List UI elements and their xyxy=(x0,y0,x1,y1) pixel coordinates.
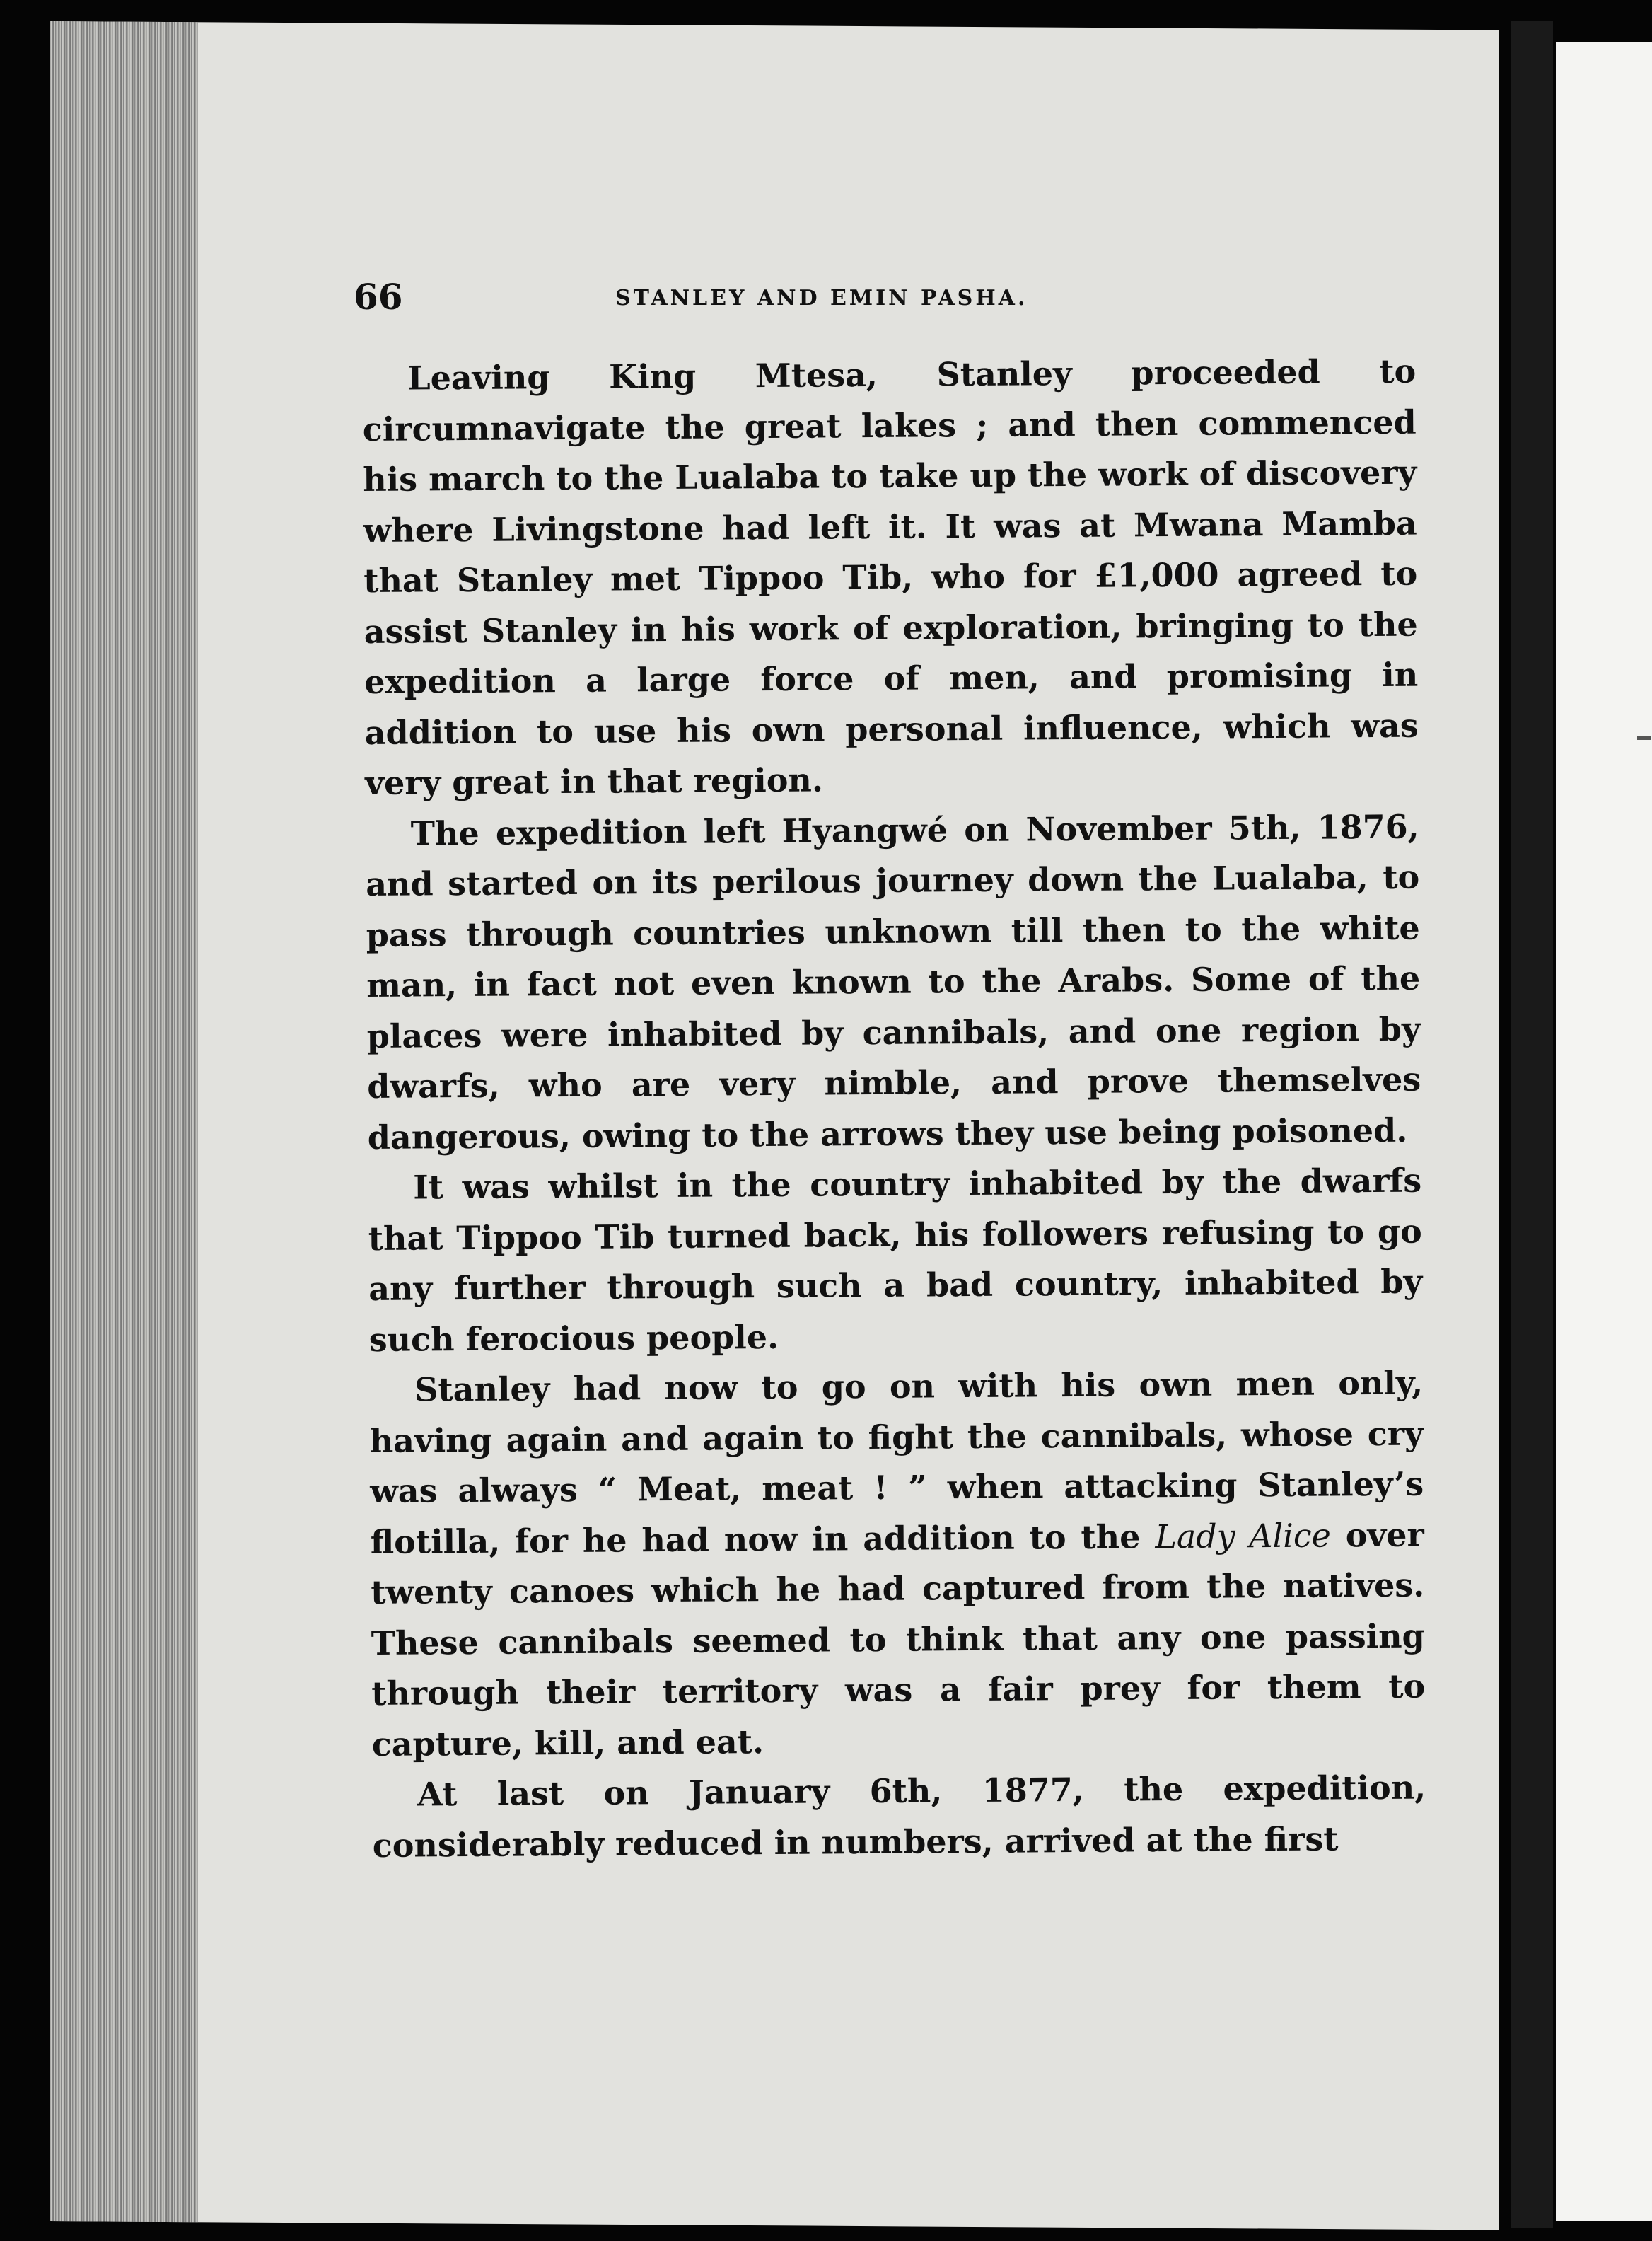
ship-name-italic: Lady Alice xyxy=(1155,1515,1332,1556)
facing-page-mark xyxy=(1637,736,1651,740)
paragraph-5: At last on January 6th, 1877, the expedition, considerably reduced in numbers, arrived at the first xyxy=(372,1768,1426,1865)
paragraph-2: The expedition left Hyangwé on November 5th, 1876, and started on its perilous journey down the Lualaba, to pass through countries unknown till then to the white man, in fact not even known to the Arabs. Some of the places were inhabited by cannibals, and one region by dwarfs, who are very nimble, and prove themselves dangerous, owing to the arrows they use being poisoned. xyxy=(366,807,1421,1157)
paragraph-4-text-a: Stanley had now to go on with his own men only, having again and again to fight the cannibals, whose cry was always “ Meat, meat ! ” when attacking Stanley’s flotilla, for he had now in addition to the xyxy=(369,1363,1424,1561)
page-stack-edge xyxy=(50,21,198,2222)
page-number: 66 xyxy=(354,276,403,318)
running-title: STANLEY AND EMIN PASHA. xyxy=(615,286,1028,311)
body-text xyxy=(362,347,1426,1871)
paragraph-1: Leaving King Mtesa, Stanley proceeded to circumnavigate the great lakes ; and then commenced his march to the Lualaba to take up the work of discovery where Livingstone had left it. It was at Mwana Mamba that Stanley met Tippoo Tib, who for £1,000 agreed to assist Stanley in his work of exploration, bringing to the expedition a large force of men, and promising in addition to use his own personal influence, which was very great in that region. xyxy=(362,352,1419,802)
paragraph-4-text-b: over twenty canoes which he had captured from the natives. These cannibals seemed to think that any one passing through their territory was a fair prey for them to capture, kill, and eat. xyxy=(371,1515,1426,1764)
facing-page-edge xyxy=(1556,42,1652,2221)
paragraph-3: It was whilst in the country inhabited by the dwarfs that Tippoo Tib turned back, his followers refusing to go any further through such a bad country, inhabited by such ferocious people. xyxy=(368,1161,1423,1359)
book-gutter xyxy=(1511,21,1553,2228)
running-head xyxy=(354,276,1414,325)
paragraph-4 xyxy=(369,1358,1426,1770)
